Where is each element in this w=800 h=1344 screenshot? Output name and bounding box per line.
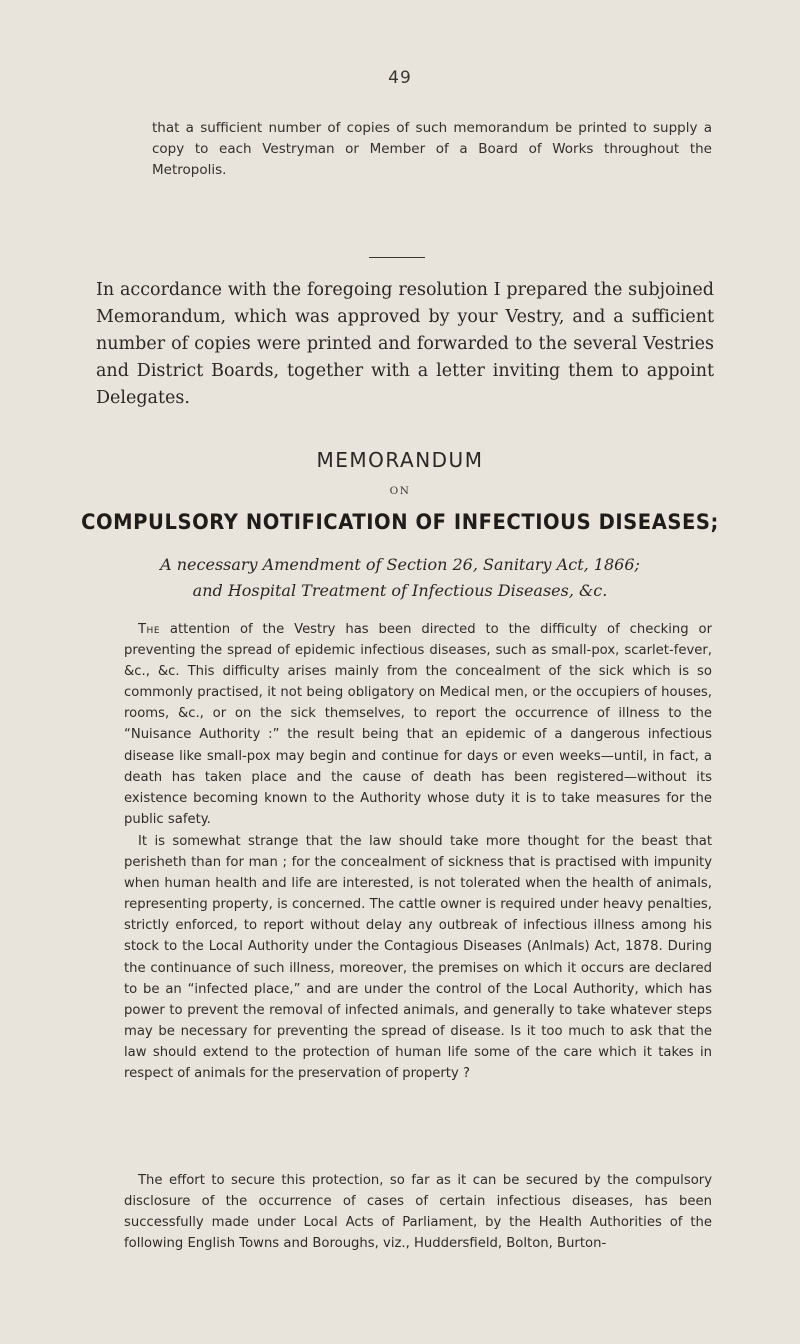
- page-number: 49: [388, 68, 412, 88]
- memorandum-title: MEMORANDUM: [316, 448, 484, 472]
- paragraph-lead-word: The: [138, 622, 161, 637]
- intro-paragraph: In accordance with the foregoing resolution I prepared the subjoined Memorandum, which was approved by your Vestry, and a sufficient number of copies were printed and forwarded to the several Vestries and District Boards, together with a letter inviting them to appoint Delegates.: [96, 280, 714, 408]
- memorandum-subtitle-line-1: A necessary Amendment of Section 26, Sanitary Act, 1866;: [160, 555, 640, 574]
- body-paragraph-1: [124, 619, 712, 830]
- memorandum-subtitle-line-2: and Hospital Treatment of Infectious Diseases, &c.: [192, 581, 608, 600]
- continuation-paragraph: that a sufficient number of copies of such memorandum be printed to supply a copy to each Vestryman or Member of a Board of Works throughout the Metropolis.: [152, 120, 712, 178]
- section-divider: [369, 257, 425, 258]
- memorandum-on-word: ON: [389, 485, 411, 497]
- memorandum-heading: COMPULSORY NOTIFICATION OF INFECTIOUS DISEASES;: [81, 510, 719, 534]
- body-paragraph-3: The effort to secure this protection, so far as it can be secured by the compulsory disclosure of the occurrence of cases of certain infectious diseases, has been successfully made under Local Acts of Parliament, by the Health Authorities of the following English Towns and Boroughs, viz., Huddersfield, Bolton, Burton-: [124, 1173, 712, 1252]
- body-paragraph-1-text: attention of the Vestry has been directed to the difficulty of checking or preventing the spread of epidemic infectious diseases, such as small-pox, scarlet-fever, &c., &c. This difficulty arises mainly from the concealment of the sick which is so commonly practised, it not being obligatory on Medical men, or the occupiers of houses, rooms, &c., or on the sick themselves, to report the occurrence of illness to the “Nuisance Authority :” the result being that an epidemic of a dangerous infectious disease like small-pox may begin and continue for days or even weeks—until, in fact, a death has taken place and the cause of death has been registered—without its existence becoming known to the Authority whose duty it is to take measures for the public safety.: [124, 622, 712, 827]
- body-paragraph-2: It is somewhat strange that the law should take more thought for the beast that perisheth than for man ; for the concealment of sickness that is practised with impunity when human health and life are interested, is not tolerated when the health of animals, representing property, is concerned. The cattle owner is required under heavy penalties, strictly enforced, to report without delay any outbreak of infectious illness among his stock to the Local Authority under the Contagious Diseases (Anlmals) Act, 1878. During the continuance of such illness, moreover, the premises on which it occurs are declared to be an “infected place,” and are under the control of the Local Authority, which has power to prevent the removal of infected animals, and generally to take whatever steps may be necessary for preventing the spread of disease. Is it too much to ask that the law should extend to the protection of human life some of the care which it takes in respect of animals for the preservation of property ?: [124, 834, 712, 1082]
